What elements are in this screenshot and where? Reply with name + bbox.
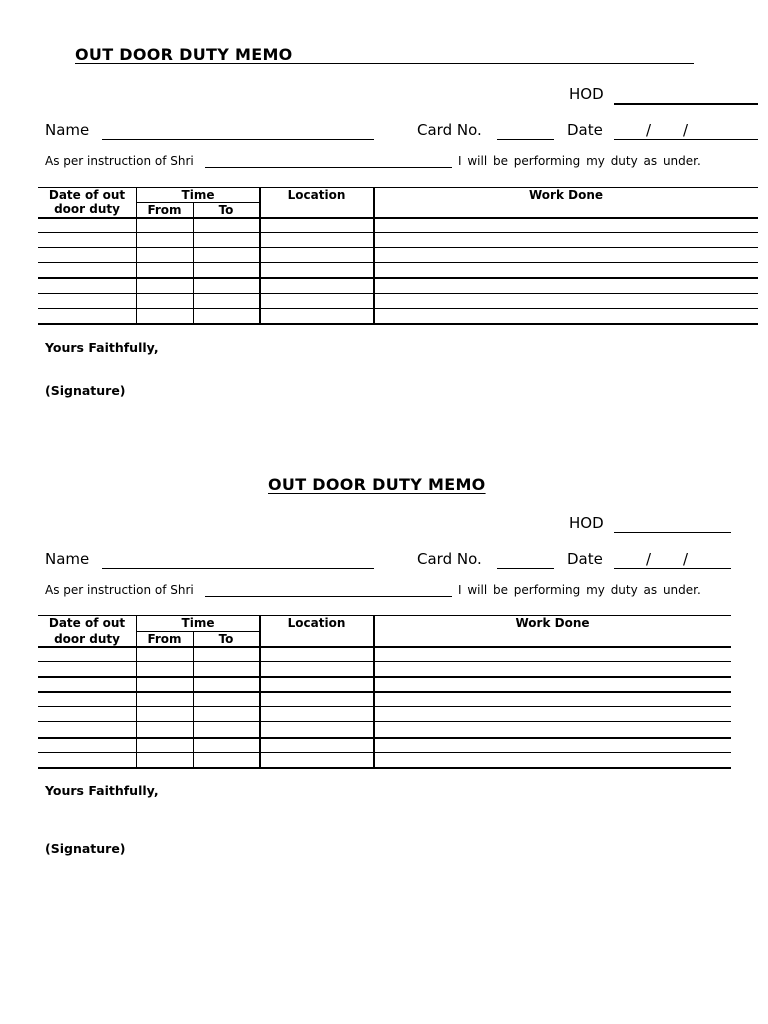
card-no-label: Card No. [417, 121, 482, 139]
closing-text: Yours Faithfully, [45, 340, 159, 355]
table-row [38, 767, 731, 769]
instruction-name-field[interactable] [205, 596, 452, 597]
table-row [38, 247, 758, 248]
header-time: Time [181, 188, 215, 202]
header-work-done: Work Done [515, 616, 590, 630]
hod-field[interactable] [614, 532, 731, 533]
table-row [38, 706, 731, 707]
card-no-field[interactable] [497, 568, 554, 569]
column-divider [259, 615, 261, 768]
header-to: To [218, 203, 234, 217]
memo-title: OUT DOOR DUTY MEMO [75, 45, 293, 64]
header-location: Location [287, 616, 346, 630]
card-no-label: Card No. [417, 550, 482, 568]
header-date-line2: door duty [54, 202, 120, 216]
column-divider [193, 631, 194, 768]
header-time: Time [181, 616, 215, 630]
name-label: Name [45, 550, 90, 568]
instruction-name-field[interactable] [205, 167, 452, 168]
memo-title: OUT DOOR DUTY MEMO [268, 475, 486, 494]
table-row [38, 661, 731, 662]
header-date-of-duty [38, 188, 136, 216]
header-from: From [147, 203, 182, 217]
table-row [38, 676, 731, 678]
header-from: From [147, 632, 182, 646]
card-no-field[interactable] [497, 139, 554, 140]
table-row [38, 217, 758, 219]
header-date-of-duty [38, 616, 136, 646]
date-separator: / [646, 550, 652, 568]
date-label: Date [567, 550, 603, 568]
table-row [38, 232, 758, 233]
hod-field[interactable] [614, 103, 758, 105]
column-divider [373, 187, 375, 324]
table-row [38, 293, 758, 294]
signature-label: (Signature) [45, 841, 126, 856]
date-separator: / [683, 121, 689, 139]
table-row [38, 691, 731, 693]
header-to: To [218, 632, 234, 646]
name-field[interactable] [102, 568, 374, 569]
column-divider [259, 187, 261, 324]
instruction-prefix: As per instruction of Shri [45, 154, 194, 168]
date-field[interactable] [614, 139, 758, 140]
header-date-line1: Date of out [48, 616, 126, 630]
table-row [38, 646, 731, 648]
hod-label: HOD [569, 85, 604, 103]
date-separator: / [683, 550, 689, 568]
table-row [38, 721, 731, 722]
header-date-line1: Date of out [48, 188, 126, 202]
instruction-suffix: I will be performing my duty as under. [458, 154, 701, 168]
date-separator: / [646, 121, 652, 139]
hod-label: HOD [569, 514, 604, 532]
table-row [38, 737, 731, 739]
instruction-suffix: I will be performing my duty as under. [458, 583, 701, 597]
table-row [38, 277, 758, 279]
signature-label: (Signature) [45, 383, 126, 398]
header-work-done: Work Done [528, 188, 603, 202]
table-row [38, 308, 758, 309]
column-divider [193, 202, 194, 324]
closing-text: Yours Faithfully, [45, 783, 159, 798]
header-location: Location [287, 188, 346, 202]
header-date-line2: door duty [54, 632, 120, 646]
date-label: Date [567, 121, 603, 139]
instruction-prefix: As per instruction of Shri [45, 583, 194, 597]
table-row [38, 262, 758, 263]
table-row [38, 752, 731, 753]
column-divider [373, 615, 375, 768]
name-label: Name [45, 121, 90, 139]
name-field[interactable] [102, 139, 374, 140]
date-field[interactable] [614, 568, 731, 569]
title-underline [75, 63, 694, 64]
table-row [38, 323, 758, 325]
